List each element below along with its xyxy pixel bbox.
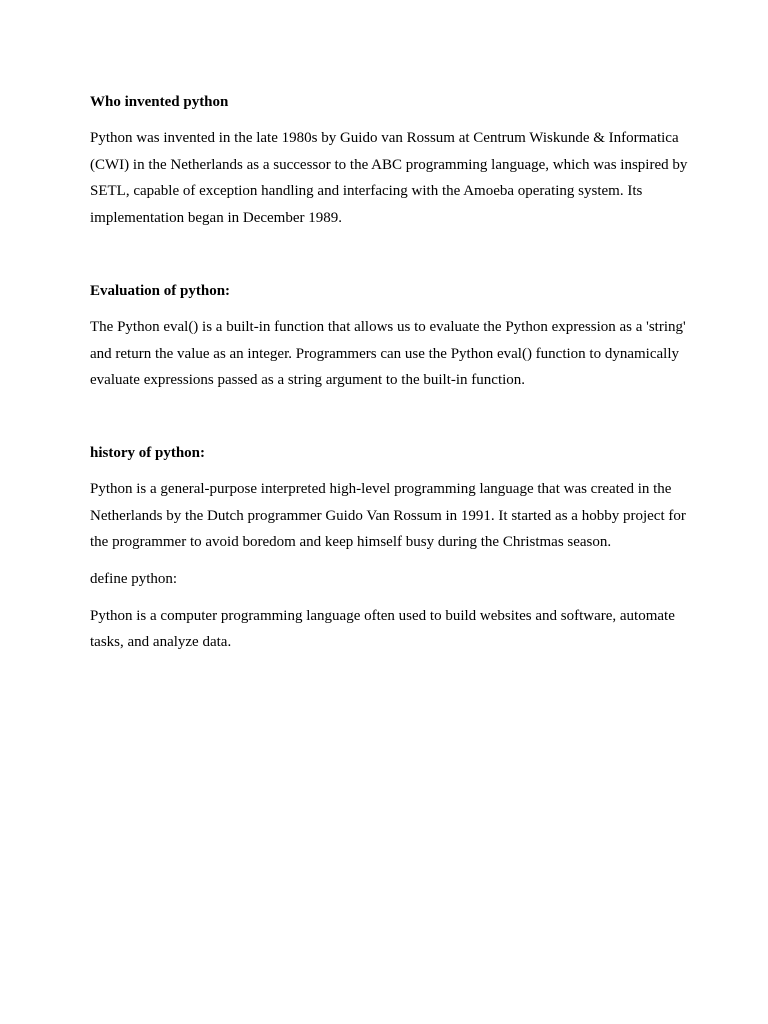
- section-body-who-invented: Python was invented in the late 1980s by Guido van Rossum at Centrum Wiskunde & Informatica (CWI) in the Netherlands as a successor to the ABC programming language, which was inspired by SETL, capable of exception handling and interfacing with the Amoeba operating system. Its implementation began in December 1989.: [90, 130, 688, 227]
- section-heading-history: history of python:: [90, 444, 206, 461]
- section-body-history: Python is a general-purpose interpreted high-level programming language that was created in the Netherlands by the Dutch programmer Guido Van Rossum in 1991. It started as a hobby project for the programmer to avoid boredom and keep himself busy during the Christmas season.: [90, 480, 686, 551]
- section-heading-evaluation: Evaluation of python:: [90, 282, 231, 299]
- define-body: Python is a computer programming language often used to build websites and software, automate tasks, and analyze data.: [90, 607, 675, 651]
- section-body-evaluation: The Python eval() is a built-in function that allows us to evaluate the Python expression as a 'string' and return the value as an integer. Programmers can use the Python eval() function to dynamically evaluate expressions passed as a string argument to the built-in function.: [90, 318, 686, 389]
- section-heading-who-invented: Who invented python: [90, 94, 229, 110]
- define-label: define python:: [90, 571, 178, 588]
- document-page: [90, 93, 690, 656]
